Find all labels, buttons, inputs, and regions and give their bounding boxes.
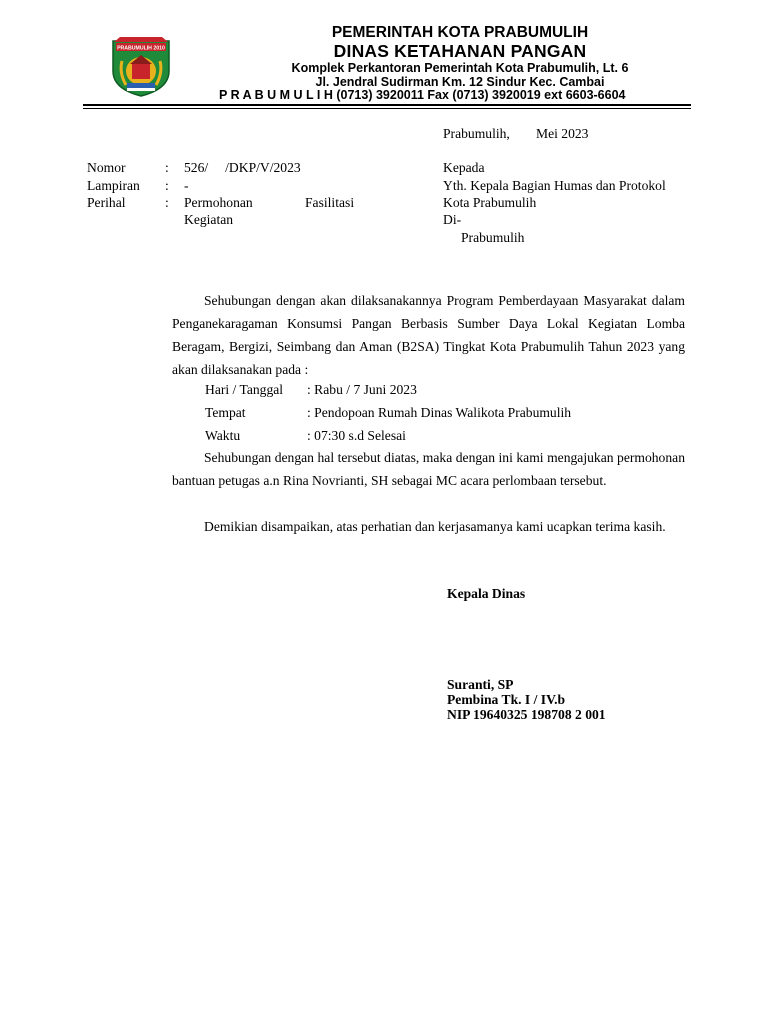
body-paragraph-2 bbox=[172, 446, 685, 492]
recipient-di: Di- bbox=[443, 212, 462, 227]
body-paragraph-3-text: Demikian disampaikan, atas perhatian dan kerjasamanya kami ucapkan terima kasih. bbox=[204, 519, 666, 534]
body-paragraph-1-text: Sehubungan dengan akan dilaksanakannya Program Pemberdayaan Masyarakat dalam Penganekaragaman Konsumsi Pangan Berbasis Sumber Daya Lokal Kegiatan Lomba Beragam, Bergizi, Seimbang dan Aman (B2SA) Tingkat Kota Prabumulih Tahun 2023 yang akan dilaksanakan pada : bbox=[172, 293, 685, 377]
recipient-title: Yth. Kepala Bagian Humas dan Protokol bbox=[443, 178, 666, 193]
detail-value-day-date: : Rabu / 7 Juni 2023 bbox=[307, 382, 417, 397]
signature-rank: Pembina Tk. I / IV.b bbox=[447, 692, 566, 707]
body-paragraph-3 bbox=[172, 515, 685, 538]
perihal-label: Perihal bbox=[87, 195, 126, 210]
detail-value-place: : Pendopoan Rumah Dinas Walikota Prabumulih bbox=[307, 405, 572, 420]
letterhead-agency: DINAS KETAHANAN PANGAN bbox=[333, 41, 587, 61]
detail-label-place: Tempat bbox=[205, 405, 246, 420]
nomor-value: 526/ /DKP/V/2023 bbox=[184, 160, 301, 175]
letterhead-complex: Komplek Perkantoran Pemerintah Kota Prabumulih, Lt. 6 bbox=[291, 61, 629, 75]
signature-title: Kepala Dinas bbox=[447, 586, 526, 601]
letterhead-government: PEMERINTAH KOTA PRABUMULIH bbox=[331, 24, 589, 41]
perihal-value-word2: Fasilitasi bbox=[305, 195, 355, 210]
letterhead-address: Jl. Jendral Sudirman Km. 12 Sindur Kec. Cambai bbox=[315, 75, 605, 89]
city-emblem-icon bbox=[110, 33, 172, 97]
detail-label-day-date: Hari / Tanggal bbox=[205, 382, 284, 397]
detail-value-time: : 07:30 s.d Selesai bbox=[307, 428, 406, 443]
nomor-separator: : bbox=[165, 160, 169, 175]
body-paragraph-1 bbox=[172, 289, 685, 381]
letterhead-divider-thick bbox=[83, 104, 691, 106]
recipient-location: Prabumulih bbox=[461, 230, 525, 245]
lampiran-label: Lampiran bbox=[87, 178, 140, 193]
letterhead-divider-thin bbox=[83, 108, 691, 109]
recipient-kepada: Kepada bbox=[443, 160, 485, 175]
detail-label-time: Waktu bbox=[205, 428, 241, 443]
signature-name: Suranti, SP bbox=[447, 677, 514, 692]
perihal-separator: : bbox=[165, 195, 169, 210]
letterhead-contact: P R A B U M U L I H (0713) 3920011 Fax (0713) 3920019 ext 6603-6604 bbox=[219, 88, 626, 102]
lampiran-separator: : bbox=[165, 178, 169, 193]
perihal-value-word1: Permohonan bbox=[184, 195, 253, 210]
recipient-city: Kota Prabumulih bbox=[443, 195, 537, 210]
signature-nip: NIP 19640325 198708 2 001 bbox=[447, 707, 606, 722]
body-paragraph-2-text: Sehubungan dengan hal tersebut diatas, maka dengan ini kami mengajukan permohonan bantuan petugas a.n Rina Novrianti, SH sebagai MC acara perlombaan tersebut. bbox=[172, 450, 685, 488]
nomor-label: Nomor bbox=[87, 160, 126, 175]
perihal-value-line2: Kegiatan bbox=[184, 212, 234, 227]
date: Mei 2023 bbox=[536, 126, 589, 141]
logo-banner-text: PRABUMULIH 2010 bbox=[117, 45, 165, 52]
place: Prabumulih, bbox=[443, 126, 510, 141]
lampiran-value: - bbox=[184, 178, 189, 193]
